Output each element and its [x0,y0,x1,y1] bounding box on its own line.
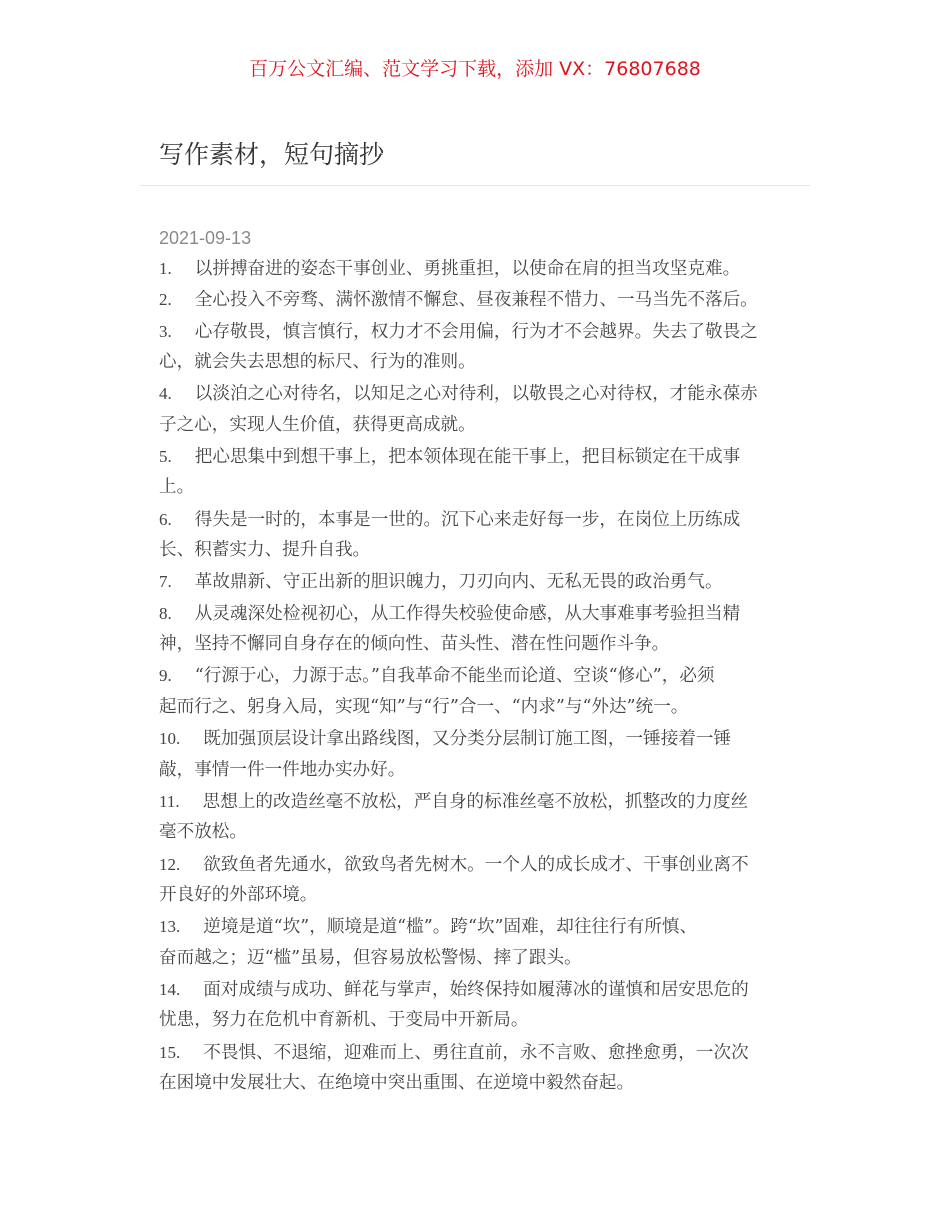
list-item-line [159,974,799,1005]
publish-date: 2021-09-13 [159,228,252,248]
list-item-line [159,660,799,691]
list-item-line [159,1068,799,1099]
item-number: 4. [159,384,172,404]
list-item-line [159,535,799,566]
list-item [159,849,799,912]
list-item [159,974,799,1037]
item-number: 11. [159,791,180,811]
list-item-line [159,1037,799,1068]
item-text: 心，就会失去思想的标尺、行为的准则。 [159,352,476,373]
item-text: 奋而越之；迈“槛”虽易，但容易放松警惕、摔了跟头。 [159,947,582,968]
list-item-line [159,441,799,472]
item-text: 敲，事情一件一件地办实办好。 [159,759,406,780]
item-text: 毫不放松。 [159,822,247,843]
list-item [159,441,799,504]
item-number: 14. [159,979,181,999]
item-number: 13. [159,917,181,937]
item-text: 把心思集中到想干事上，把本领体现在能干事上，把目标锁定在干成事 [194,447,741,468]
item-number: 8. [159,603,172,623]
list-item-line [159,378,799,409]
list-item [159,911,799,974]
item-number: 15. [159,1042,181,1062]
list-item-line [159,723,799,754]
list-item-line [159,410,799,441]
list-item-line [159,880,799,911]
item-text: 逆境是道“坎”，顺境是道“槛”。跨“坎”固难，却往往行有所慎、 [203,917,698,938]
list-item-line [159,755,799,786]
list-item-line [159,911,799,942]
page-title: 写作素材，短句摘抄 [159,140,385,169]
item-text: 既加强顶层设计拿出路线图，又分类分层制订施工图，一锤接着一锤 [203,729,732,750]
list-item [159,786,799,849]
item-number: 9. [159,666,172,686]
item-text: “行源于心，力源于志。”自我革命不能坐而论道、空谈“修心”，必须 [194,666,715,687]
list-item-line [159,347,799,378]
item-number: 6. [159,509,172,529]
item-text: 不畏惧、不退缩，迎难而上、勇往直前，永不言败、愈挫愈勇，一次次 [203,1042,749,1063]
item-text: 革故鼎新、守正出新的胆识魄力，刀刃向内、无私无畏的政治勇气。 [194,572,723,593]
list-item-line [159,943,799,974]
item-number: 7. [159,572,172,592]
item-number: 12. [159,854,181,874]
item-text: 得失是一时的，本事是一世的。沉下心来走好每一步，在岗位上历练成 [194,509,741,530]
list-item-line [159,849,799,880]
item-text: 思想上的改造丝毫不放松，严自身的标准丝毫不放松，抓整改的力度丝 [202,791,749,812]
item-text: 神，坚持不懈同自身存在的倾向性、苗头性、潜在性问题作斗争。 [159,634,670,655]
list-item-line [159,566,799,597]
item-text: 长、积蓄实力、提升自我。 [159,540,371,561]
list-item-line [159,504,799,535]
list-item-line [159,253,799,284]
item-text: 忧患，努力在危机中育新机、于变局中开新局。 [159,1010,529,1031]
list-item-line [159,692,799,723]
item-number: 3. [159,321,172,341]
item-number: 1. [159,259,172,278]
list-item [159,723,799,786]
list-item-line [159,1005,799,1036]
item-number: 5. [159,447,172,467]
item-text: 以淡泊之心对待名，以知足之心对待利，以敬畏之心对待权，才能永葆赤 [194,384,758,405]
list-item-line [159,786,799,817]
item-number: 10. [159,729,181,749]
list-item [159,316,799,379]
sentence-list [159,253,799,1099]
list-item [159,566,799,597]
list-item-line [159,817,799,848]
item-number: 2. [159,290,172,310]
item-text: 上。 [159,477,195,498]
item-text: 开良好的外部环境。 [159,884,318,905]
list-item [159,598,799,661]
list-item [159,1037,799,1100]
list-item-line [159,598,799,629]
list-item-line [159,284,799,315]
item-text: 全心投入不旁骛、满怀激情不懈怠、昼夜兼程不惜力、一马当先不落后。 [194,290,758,311]
list-item-line [159,316,799,347]
list-item-line [159,629,799,660]
list-item [159,504,799,567]
item-text: 在困境中发展壮大、在绝境中突出重围、在逆境中毅然奋起。 [159,1072,635,1093]
list-item [159,253,799,284]
item-text: 以拼搏奋进的姿态干事创业、勇挑重担，以使命在肩的担当攻坚克难。 [194,259,741,279]
item-text: 子之心，实现人生价值，获得更高成就。 [159,414,476,435]
item-text: 从灵魂深处检视初心，从工作得失校验使命感，从大事难事考验担当精 [194,603,741,624]
item-text: 起而行之、躬身入局，实现“知”与“行”合一、“内求”与“外达”统一。 [159,696,689,717]
list-item-line [159,472,799,503]
watermark-banner: 百万公文汇编、范文学习下载，添加 VX：76807688 [249,58,701,80]
title-divider [140,185,810,186]
item-text: 心存敬畏，慎言慎行，权力才不会用偏，行为才不会越界。失去了敬畏之 [194,321,758,342]
item-text: 欲致鱼者先通水，欲致鸟者先树木。一个人的成长成才、干事创业离不 [203,854,749,875]
list-item [159,284,799,315]
item-text: 面对成绩与成功、鲜花与掌声，始终保持如履薄冰的谨慎和居安思危的 [203,979,749,1000]
list-item [159,660,799,723]
list-item [159,378,799,441]
